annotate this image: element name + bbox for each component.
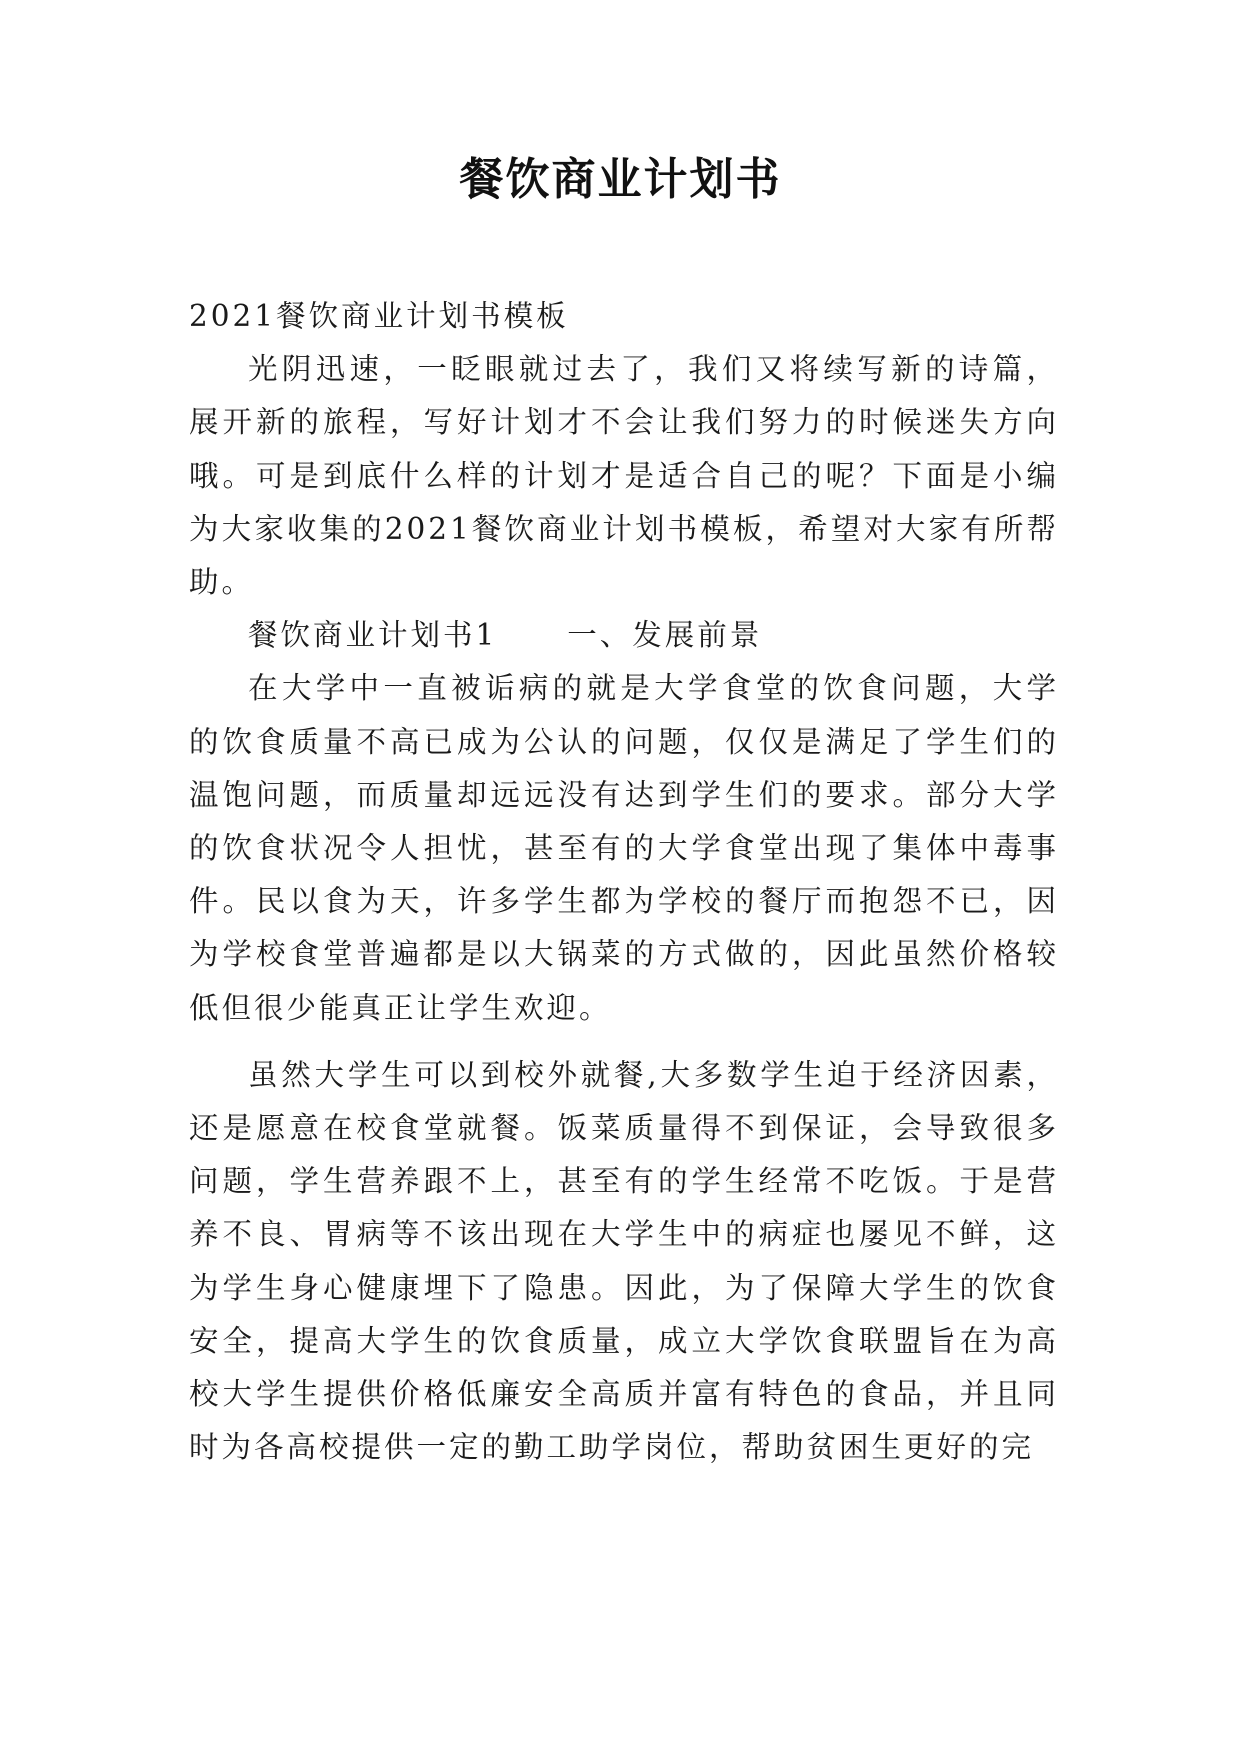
document-subtitle: 2021餐饮商业计划书模板 (189, 299, 569, 333)
body-paragraph: 虽然大学生可以到校外就餐,大多数学生迫于经济因素，还是愿意在校食堂就餐。饭菜质量得不到保证，会导致很多问题，学生营养跟不上，甚至有的学生经常不吃饭。于是营养不良、胃病等不该出现在大学生中的病症也屡见不鲜，这为学生身心健康埋下了隐患。因此，为了保障大学生的饮食安全，提高大学生的饮食质量，成立大学饮食联盟旨在为高校大学生提供价格低廉安全高质并富有特色的食品，并且同时为各高校提供一定的勤工助学岗位，帮助贫困生更好的完 (189, 1057, 1059, 1465)
intro-paragraph: 光阴迅速，一眨眼就过去了，我们又将续写新的诗篇，展开新的旅程，写好计划才不会让我们努力的时候迷失方向哦。可是到底什么样的计划才是适合自己的呢？下面是小编为大家收集的2021餐饮商业计划书模板，希望对大家有所帮助。 (189, 352, 1059, 600)
body-paragraph: 在大学中一直被诟病的就是大学食堂的饮食问题，大学的饮食质量不高已成为公认的问题，仅仅是满足了学生们的温饱问题，而质量却远远没有达到学生们的要求。部分大学的饮食状况令人担忧，甚至有的大学食堂出现了集体中毒事件。民以食为天，许多学生都为学校的餐厅而抱怨不已，因为学校食堂普遍都是以大锅菜的方式做的，因此虽然价格较低但很少能真正让学生欢迎。 (189, 671, 1059, 1025)
document-body (189, 290, 1059, 1474)
document-title: 餐饮商业计划书 (459, 154, 782, 205)
section-heading-line (189, 609, 1059, 662)
section-subheading: 一、发展前景 (567, 618, 763, 653)
section-heading: 餐饮商业计划书1 (248, 618, 498, 653)
